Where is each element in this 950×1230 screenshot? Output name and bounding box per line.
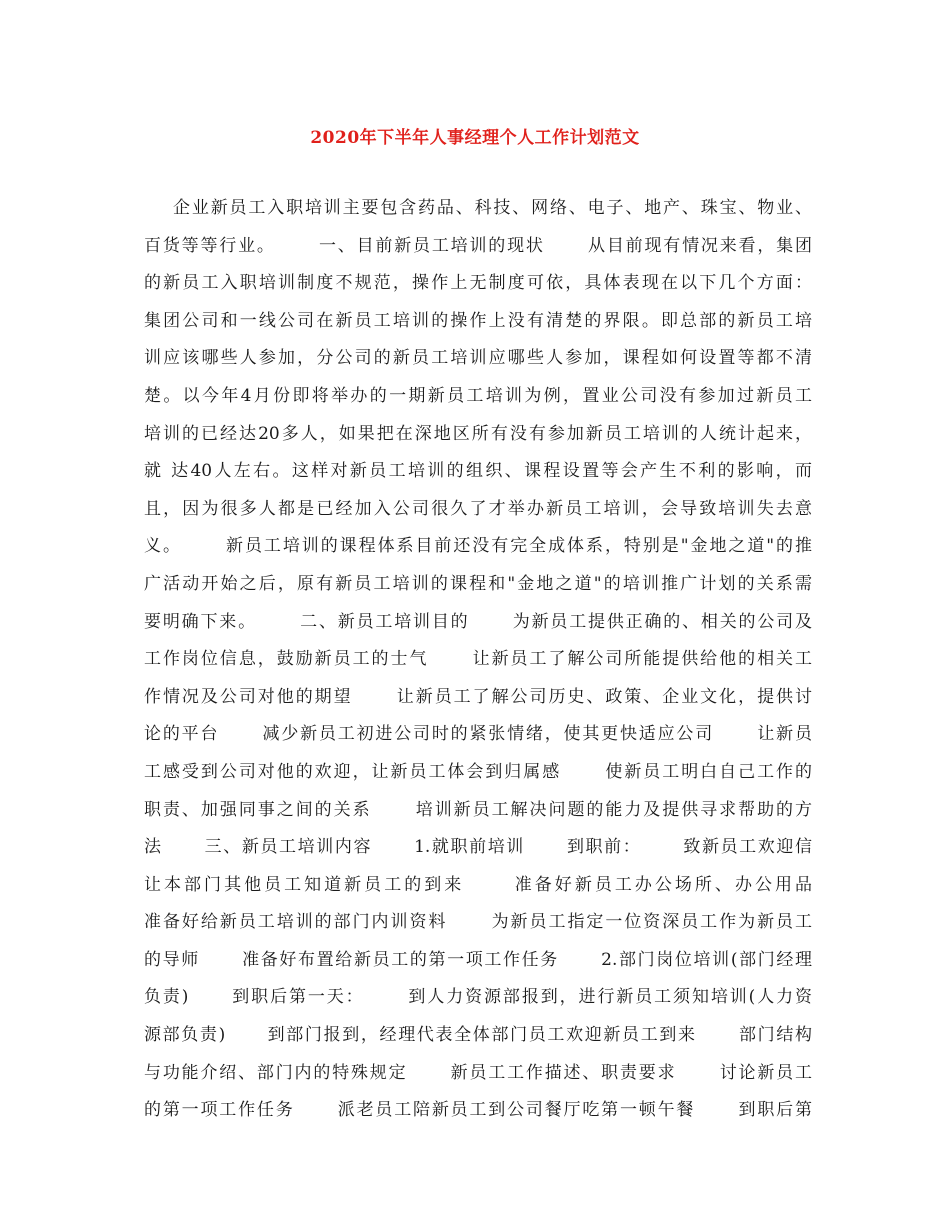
body-line: 且，因为很多人都是已经加入公司很久了才举办新员工培训，会导致培训失去意 (144, 498, 812, 519)
body-line: 法 三、新员工培训内容 1.就职前培训 到职前： 致新员工欢迎信 (144, 837, 812, 858)
body-line: 广活动开始之后，原有新员工培训的课程和"金地之道"的培训推广计划的关系需 (144, 573, 812, 594)
body-line: 作情况及公司对他的期望 让新员工了解公司历史、政策、企业文化，提供讨 (144, 686, 812, 707)
body-line: 与功能介绍、部门内的特殊规定 新员工工作描述、职责要求 讨论新员工 (144, 1062, 812, 1083)
body-line: 工感受到公司对他的欢迎，让新员工体会到归属感 使新员工明白自己工作的 (144, 761, 812, 782)
body-line: 准备好给新员工培训的部门内训资料 为新员工指定一位资深员工作为新员工 (144, 912, 812, 933)
body-line: 的第一项工作任务 派老员工陪新员工到公司餐厅吃第一顿午餐 到职后第 (144, 1100, 812, 1121)
body-line: 职责、加强同事之间的关系 培训新员工解决问题的能力及提供寻求帮助的方 (144, 799, 812, 820)
body-line: 负责) 到职后第一天： 到人力资源部报到，进行新员工须知培训(人力资 (144, 987, 812, 1008)
document-title: 2020年下半年人事经理个人工作计划范文 (310, 128, 640, 148)
body-line: 训应该哪些人参加，分公司的新员工培训应哪些人参加，课程如何设置等都不清 (144, 348, 812, 369)
body-line: 要明确下来。 二、新员工培训目的 为新员工提供正确的、相关的公司及 (144, 611, 812, 632)
body-line: 的新员工入职培训制度不规范，操作上无制度可依，具体表现在以下几个方面： (144, 273, 812, 294)
body-line: 让本部门其他员工知道新员工的到来 准备好新员工办公场所、办公用品 (144, 874, 812, 895)
body-line: 集团公司和一线公司在新员工培训的操作上没有清楚的界限。即总部的新员工培 (144, 310, 812, 331)
body-line: 就 达40人左右。这样对新员工培训的组织、课程设置等会产生不利的影响，而 (144, 461, 812, 482)
body-line: 义。 新员工培训的课程体系目前还没有完全成体系，特别是"金地之道"的推 (144, 536, 812, 557)
body-line: 论的平台 减少新员工初进公司时的紧张情绪，使其更快适应公司 让新员 (144, 724, 812, 745)
document-body (144, 190, 812, 1130)
body-line: 培训的已经达20多人，如果把在深地区所有没有参加新员工培训的人统计起来， (144, 423, 812, 444)
body-line: 楚。以今年4月份即将举办的一期新员工培训为例，置业公司没有参加过新员工 (144, 385, 812, 406)
body-line: 的导师 准备好布置给新员工的第一项工作任务 2.部门岗位培训(部门经理 (144, 949, 812, 970)
body-line: 企业新员工入职培训主要包含药品、科技、网络、电子、地产、珠宝、物业、 (144, 198, 812, 218)
body-line: 源部负责) 到部门报到，经理代表全体部门员工欢迎新员工到来 部门结构 (144, 1025, 812, 1046)
body-line: 工作岗位信息，鼓励新员工的士气 让新员工了解公司所能提供给他的相关工 (144, 649, 812, 670)
body-line: 百货等等行业。 一、目前新员工培训的现状 从目前现有情况来看，集团 (144, 235, 812, 256)
